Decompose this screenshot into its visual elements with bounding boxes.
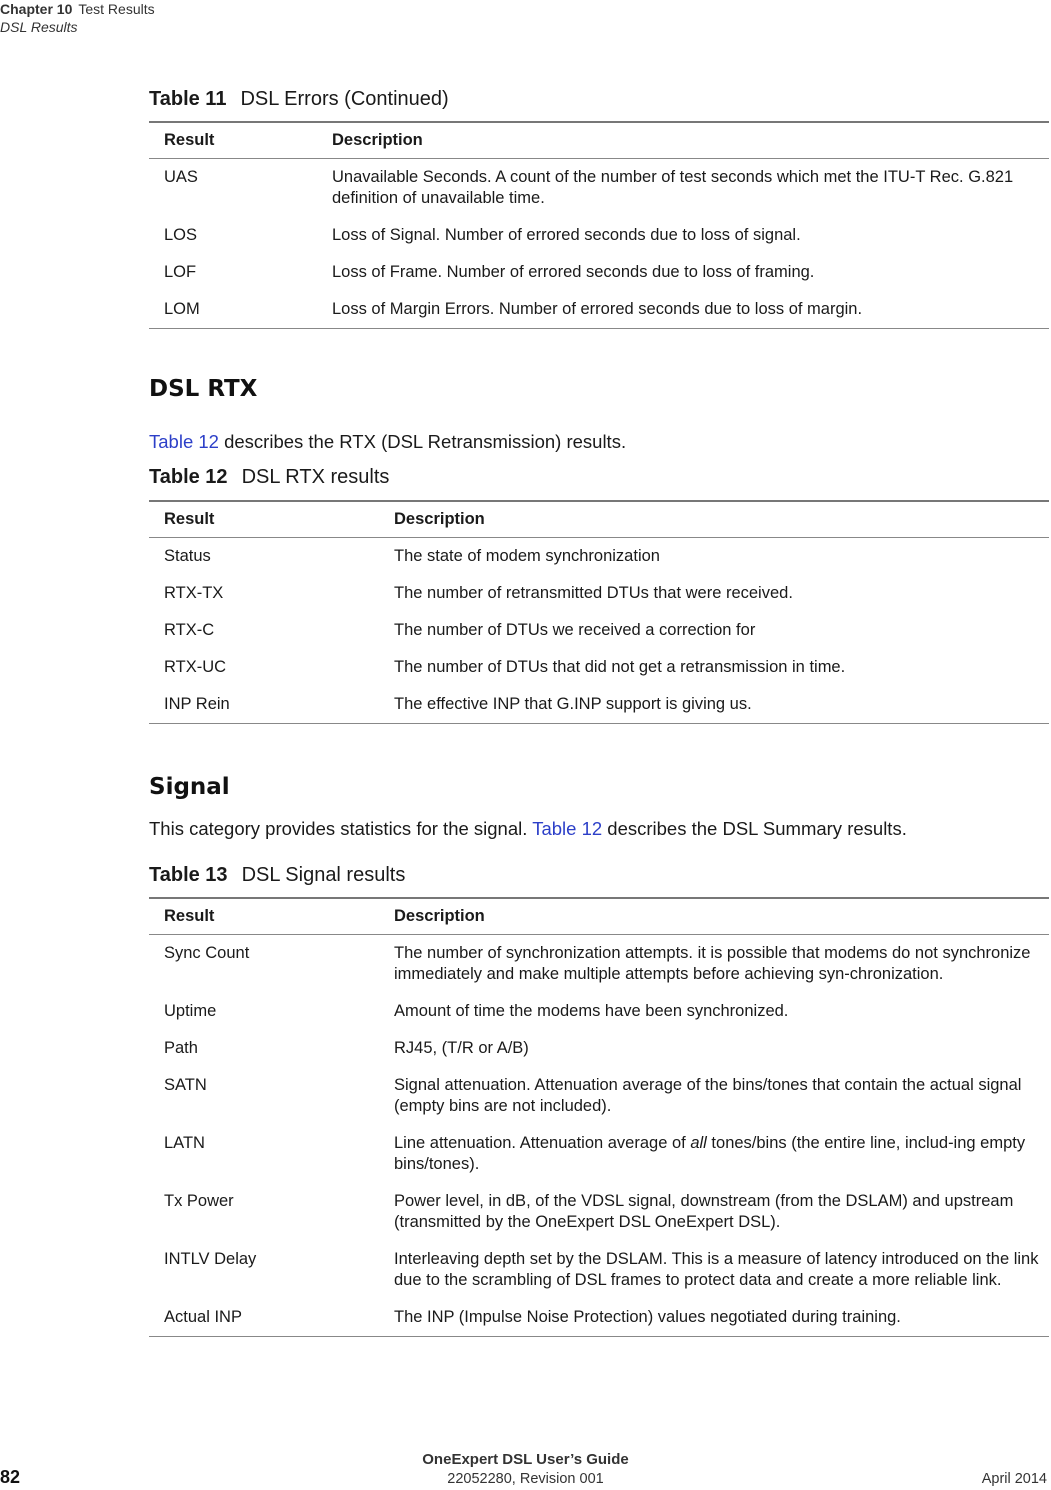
result-cell: SATN [164,1076,207,1094]
table12 [149,500,1049,724]
table-row [149,538,1049,576]
description-cell: Unavailable Seconds. A count of the number of test seconds which met the ITU-T Rec. G.821 definition of unavailable time. [332,168,1014,207]
table-header-row [149,501,1049,538]
table12-link[interactable]: Table 12 [532,818,603,839]
table-row [149,1299,1049,1337]
table-row [149,1067,1049,1125]
result-cell: Sync Count [164,944,250,962]
table-row [149,291,1049,329]
table11-number: Table 11 [149,88,227,110]
result-cell: RTX-UC [164,658,227,676]
column-header-result: Result [149,501,379,538]
table-row [149,993,1049,1030]
footer-revision: 22052280, Revision 001 [447,1471,604,1487]
table-row [149,1241,1049,1299]
result-cell: LOS [164,226,198,244]
table-header-row [149,122,1049,159]
table11-title: DSL Errors (Continued) [240,88,449,110]
table-row [149,575,1049,612]
table-row [149,159,1049,218]
rtx-intro-paragraph [149,430,626,454]
chapter-title: Test Results [78,1,155,17]
signal-intro-before: This category provides statistics for the signal. [149,818,533,839]
description-cell: The number of DTUs we received a correction for [394,621,756,639]
table13 [149,897,1049,1337]
result-cell: Actual INP [149,1299,379,1337]
section-heading-dsl-rtx: DSL RTX [149,376,258,402]
table-row [149,612,1049,649]
result-cell: LOF [164,263,197,281]
table12-number: Table 12 [149,466,228,488]
running-header-section: DSL Results [0,19,78,35]
description-cell: The state of modem synchronization [394,547,660,565]
latn-desc-after: tones/bins (the entire line, includ-ing empty bins/tones). [394,1134,1026,1173]
description-cell: Power level, in dB, of the VDSL signal, downstream (from the DSLAM) and upstream (transmitted by the OneExpert DSL OneExpert DSL). [394,1192,1014,1231]
latn-desc-before: Line attenuation. Attenuation average of [394,1134,691,1152]
description-cell: The number of synchronization attempts. it is possible that modems do not synchronize immediately and make multiple attempts before achieving syn-chronization. [394,944,1031,983]
column-header-description: Description [317,122,1049,159]
description-cell: Loss of Margin Errors. Number of errored seconds due to loss of margin. [317,291,1049,329]
footer-date: April 2014 [981,1471,1047,1487]
table-row [149,686,1049,724]
description-cell: The INP (Impulse Noise Protection) values negotiated during training. [379,1299,1049,1337]
result-cell: INP Rein [149,686,379,724]
table12-caption [149,465,389,489]
table13-title: DSL Signal results [241,864,406,886]
table-row [149,1183,1049,1241]
running-header-chapter [0,0,155,18]
column-header-result: Result [149,898,379,935]
description-cell: Signal attenuation. Attenuation average of the bins/tones that contain the actual signal (empty bins are not included). [394,1076,1022,1115]
table12-link[interactable]: Table 12 [149,431,219,452]
description-cell: RJ45, (T/R or A/B) [394,1039,529,1057]
description-cell: Loss of Frame. Number of errored seconds due to loss of framing. [332,263,815,281]
result-cell: RTX-C [164,621,215,639]
description-cell [379,1125,1049,1183]
table13-number: Table 13 [149,864,228,886]
table11-caption [149,87,449,111]
table-row [149,1030,1049,1067]
result-cell: Status [164,547,211,565]
rtx-intro-text: describes the RTX (DSL Retransmission) results. [218,431,627,452]
latn-desc-emphasis: all [690,1134,707,1152]
column-header-description: Description [379,501,1049,538]
result-cell: Uptime [164,1002,217,1020]
table11 [149,121,1049,329]
table-row [149,254,1049,291]
signal-intro-after: describes the DSL Summary results. [602,818,907,839]
description-cell: Interleaving depth set by the DSLAM. This is a measure of latency introduced on the link due to the scrambling of DSL frames to protect data and create a more reliable link. [394,1250,1039,1289]
table12-title: DSL RTX results [241,466,390,488]
section-heading-signal: Signal [149,774,230,800]
description-cell: Loss of Signal. Number of errored seconds due to loss of signal. [332,226,801,244]
result-cell: LOM [149,291,317,329]
table13-caption [149,863,405,887]
table-row [149,935,1049,994]
result-cell: INTLV Delay [164,1250,257,1268]
description-cell: The effective INP that G.INP support is giving us. [379,686,1049,724]
description-cell: Amount of time the modems have been synchronized. [394,1002,789,1020]
chapter-label: Chapter 10 [0,1,73,17]
footer-guide-title: OneExpert DSL User’s Guide [422,1451,629,1468]
table-row [149,649,1049,686]
table-header-row [149,898,1049,935]
result-cell: RTX-TX [164,584,224,602]
page-number: 82 [0,1467,21,1487]
description-cell: The number of DTUs that did not get a retransmission in time. [394,658,846,676]
column-header-description: Description [379,898,1049,935]
result-cell: Path [164,1039,198,1057]
result-cell: UAS [164,168,198,186]
result-cell: LATN [164,1134,205,1152]
table-row [149,1125,1049,1183]
column-header-result: Result [149,122,317,159]
table-row [149,217,1049,254]
signal-intro-paragraph [149,817,907,841]
result-cell: Tx Power [164,1192,234,1210]
description-cell: The number of retransmitted DTUs that were received. [394,584,793,602]
